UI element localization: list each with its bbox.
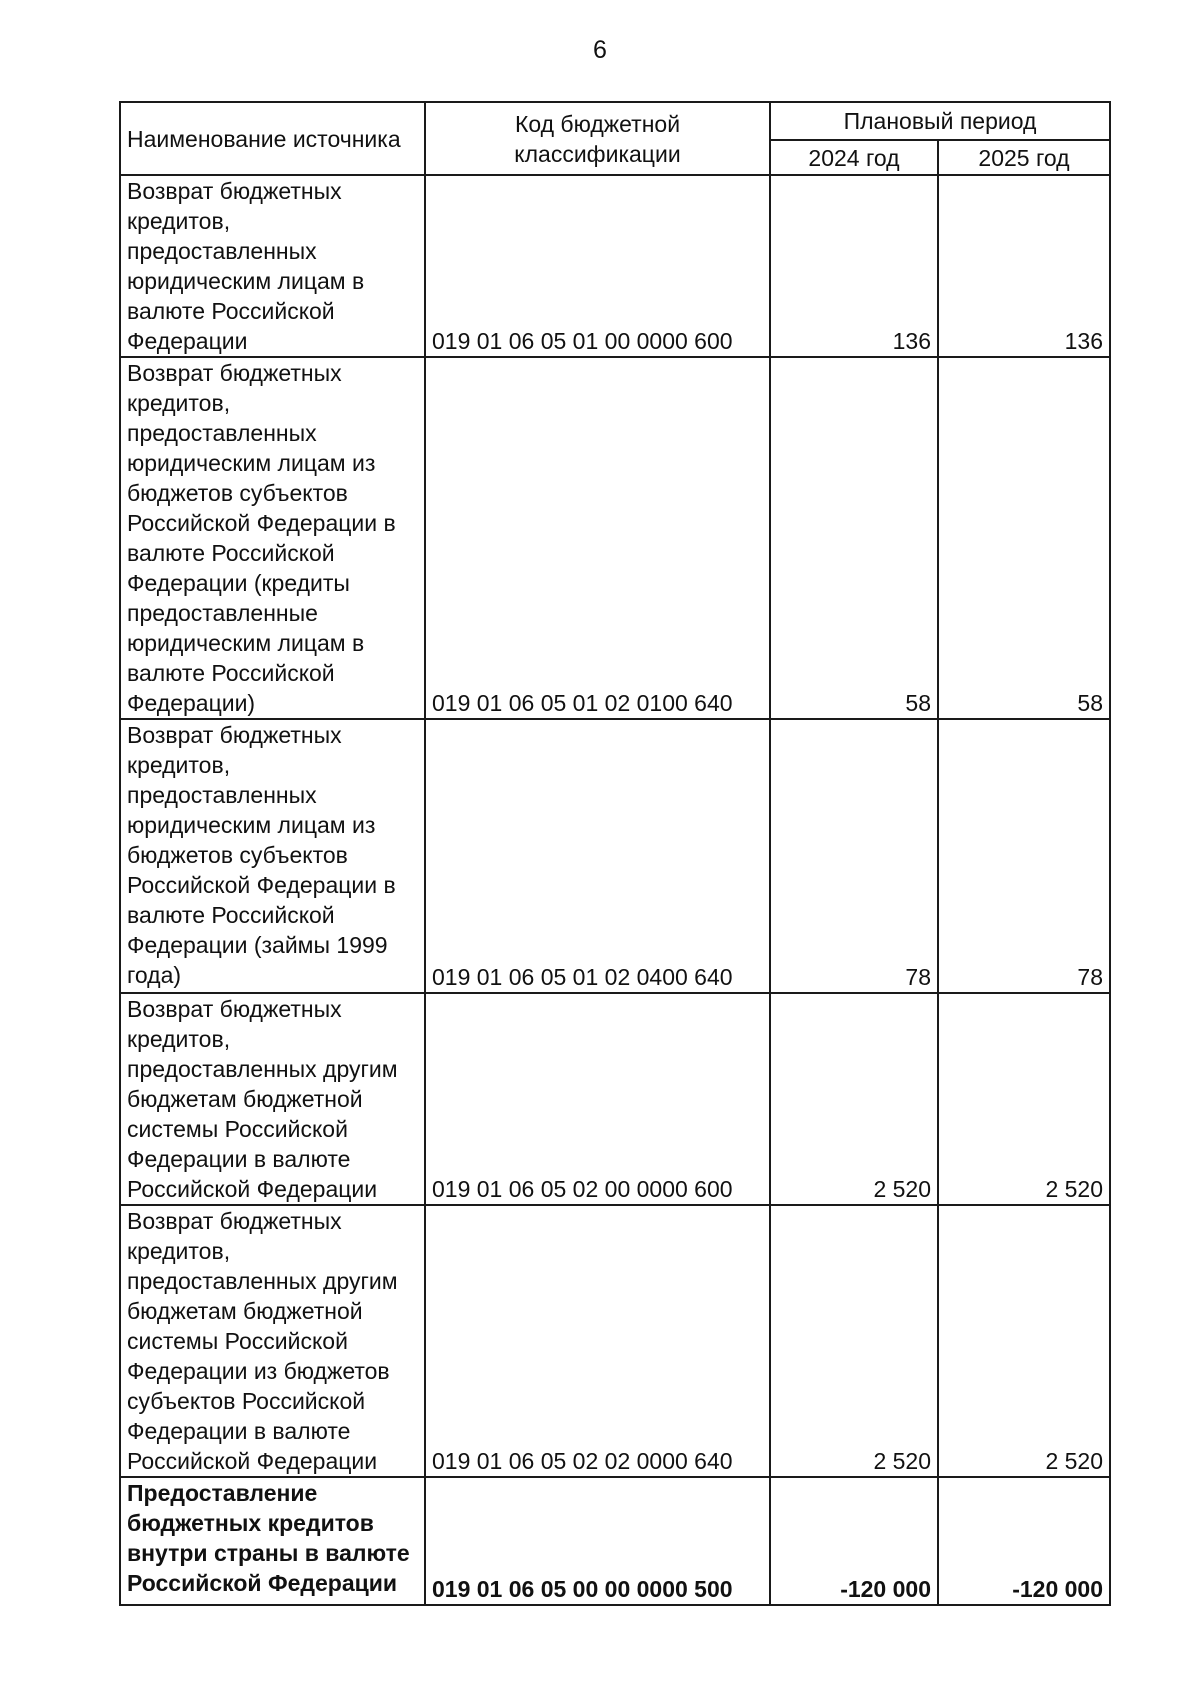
page-number: 6 <box>593 36 607 64</box>
amount-2025-cell: 58 <box>938 357 1110 719</box>
header-year-2025: 2025 год <box>938 140 1110 175</box>
table-row <box>120 175 1110 357</box>
source-name-cell: Возврат бюджетных кредитов, предоставленных другим бюджетам бюджетной системы Российской Федерации из бюджетов субъектов Российской Федерации в валюте Российской Федерации <box>120 1205 425 1477</box>
header-year-2024: 2024 год <box>770 140 938 175</box>
budget-sources-table <box>119 101 1111 1606</box>
amount-2025-cell: 78 <box>938 719 1110 993</box>
budget-code-cell: 019 01 06 05 02 02 0000 640 <box>425 1205 770 1477</box>
amount-2024-cell: 78 <box>770 719 938 993</box>
budget-code-cell: 019 01 06 05 01 02 0100 640 <box>425 357 770 719</box>
table-row <box>120 993 1110 1205</box>
table-row-total <box>120 1477 1110 1605</box>
amount-2024-cell: 2 520 <box>770 993 938 1205</box>
amount-2024-cell: 2 520 <box>770 1205 938 1477</box>
budget-code-cell: 019 01 06 05 01 00 0000 600 <box>425 175 770 357</box>
amount-2025-cell: -120 000 <box>938 1477 1110 1605</box>
budget-code-cell: 019 01 06 05 00 00 0000 500 <box>425 1477 770 1605</box>
header-planning-period: Плановый период <box>770 102 1110 140</box>
source-name-cell: Возврат бюджетных кредитов, предоставленных юридическим лицам из бюджетов субъектов Российской Федерации в валюте Российской Федерации (займы 1999 года) <box>120 719 425 993</box>
source-name-cell: Возврат бюджетных кредитов, предоставленных юридическим лицам из бюджетов субъектов Российской Федерации в валюте Российской Федерации (кредиты предоставленные юридическим лицам в валюте Российской Федерации) <box>120 357 425 719</box>
amount-2025-cell: 2 520 <box>938 1205 1110 1477</box>
header-source-name: Наименование источника <box>120 102 425 175</box>
amount-2025-cell: 2 520 <box>938 993 1110 1205</box>
table-row <box>120 1205 1110 1477</box>
header-budget-code: Код бюджетной классификации <box>425 102 770 175</box>
source-name-cell: Предоставление бюджетных кредитов внутри страны в валюте Российской Федерации <box>120 1477 425 1605</box>
table-row <box>120 357 1110 719</box>
amount-2024-cell: 136 <box>770 175 938 357</box>
amount-2024-cell: 58 <box>770 357 938 719</box>
amount-2025-cell: 136 <box>938 175 1110 357</box>
source-name-cell: Возврат бюджетных кредитов, предоставленных другим бюджетам бюджетной системы Российской Федерации в валюте Российской Федерации <box>120 993 425 1205</box>
budget-code-cell: 019 01 06 05 02 00 0000 600 <box>425 993 770 1205</box>
table-row <box>120 719 1110 993</box>
budget-code-cell: 019 01 06 05 01 02 0400 640 <box>425 719 770 993</box>
source-name-cell: Возврат бюджетных кредитов, предоставленных юридическим лицам в валюте Российской Федерации <box>120 175 425 357</box>
amount-2024-cell: -120 000 <box>770 1477 938 1605</box>
